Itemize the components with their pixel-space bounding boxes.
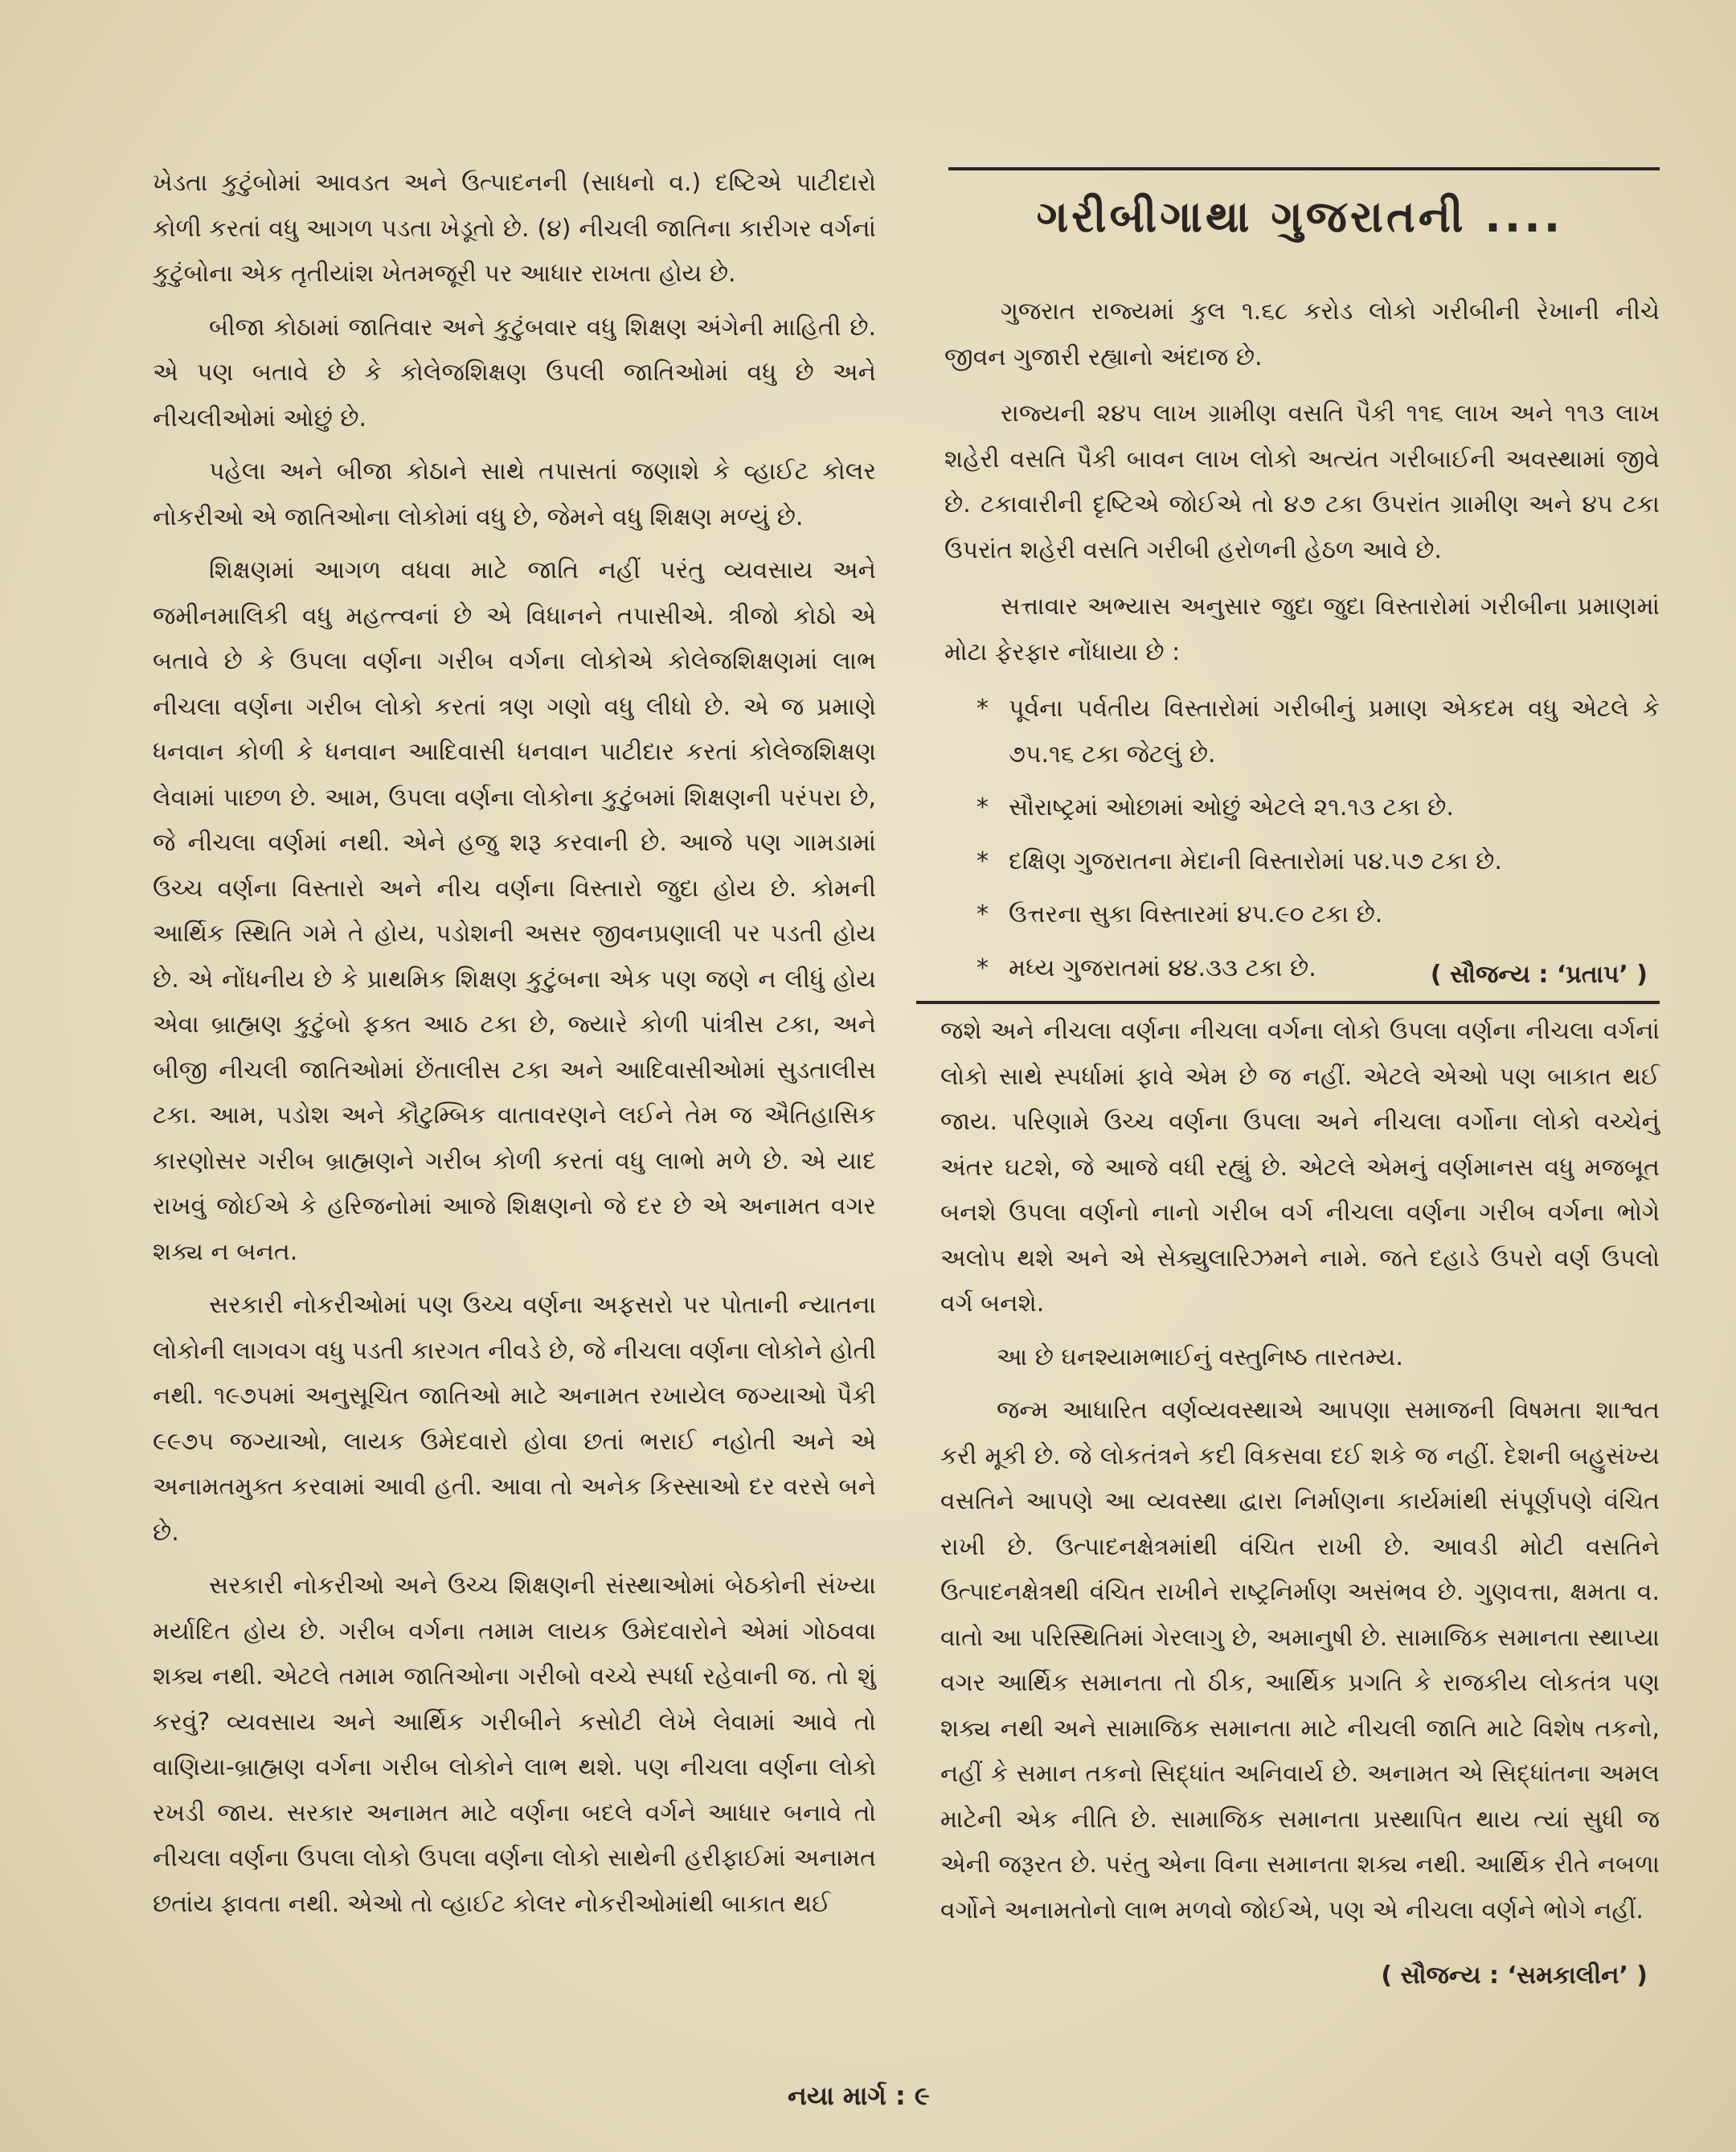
bullet-text: મધ્ય ગુજરાતમાં ૪૪.૩૩ ટકા છે. (1009, 953, 1316, 982)
asterisk-bullet: * (976, 846, 989, 875)
box-body (944, 289, 1660, 999)
box-bottom-rule (916, 1001, 1660, 1004)
asterisk-bullet: * (976, 953, 989, 982)
list-item (976, 839, 1660, 885)
poverty-bullet-list (944, 687, 1660, 991)
bullet-text: સૌરાષ્ટ્રમાં ઓછામાં ઓછું એટલે ૨૧.૧૩ ટકા છે. (1009, 793, 1454, 822)
list-item (976, 687, 1660, 777)
article-paragraph: આ છે ઘનશ્યામભાઈનું વસ્તુનિષ્ઠ તારતમ્ય. (997, 1342, 1403, 1371)
bullet-text: દક્ષિણ ગુજરાતના મેદાની વિસ્તારોમાં ૫૪.૫૭ ટકા છે. (1009, 846, 1502, 875)
page-footer: નયા માર્ગ : ૯ (788, 2080, 930, 2111)
article-credit: ( સૌજન્ય : ‘સમકાલીન’ ) (1381, 1961, 1648, 1990)
article-paragraph: પહેલા અને બીજા કોઠાને સાથે તપાસતાં જણાશે કે વ્હાઈટ કોલર નોકરીઓ એ જાતિઓના લોકોમાં વધુ છે, જેમને વધુ શિક્ષણ મળ્યું છે. (153, 457, 876, 531)
left-article-column (153, 161, 876, 1935)
box-paragraph: સત્તાવાર અભ્યાસ અનુસાર જુદા જુદા વિસ્તારોમાં ગરીબીના પ્રમાણમાં મોટા ફેરફાર નોંધાયા છે : (944, 592, 1660, 666)
article-paragraph: સરકારી નોકરીઓમાં પણ ઉચ્ચ વર્ણના અફસરો પર પોતાની ન્યાતના લોકોની લાગવગ વધુ પડતી કારગત નીવડે છે, જે નીચલા વર્ણના લોકોને હોતી નથી. ૧૯૭૫માં અનુસૂચિત જાતિઓ માટે અનામત રખાયેલ જગ્યાઓ પૈકી ૯૯૭૫ જગ્યાઓ, લાયક ઉમેદવારો હોવા છતાં ભરાઈ નહોતી અને એ અનામતમુક્ત કરવામાં આવી હતી. આવા તો અનેક કિસ્સાઓ દર વરસે બને છે. (153, 1291, 876, 1547)
asterisk-bullet: * (976, 793, 989, 822)
article-paragraph: જશે અને નીચલા વર્ણના નીચલા વર્ગના લોકો ઉપલા વર્ણના નીચલા વર્ગનાં લોકો સાથે સ્પર્ધામાં ફાવે એમ છે જ નહીં. એટલે એઓ પણ બાકાત થઈ જાય. પરિણામે ઉચ્ચ વર્ણના ઉપલા અને નીચલા વર્ગોના લોકો વચ્ચેનું અંતર ઘટશે, જે આજે વધી રહ્યું છે. એટલે એમનું વર્ણમાનસ વધુ મજબૂત બનશે ઉપલા વર્ણનો નાનો ગરીબ વર્ગ નીચલા વર્ણના ગરીબ વર્ગના ભોગે અલોપ થશે અને એ સેક્યુલારિઝમને નામે. જતે દહાડે ઉપરો વર્ણ ઉપલો વર્ગ બનશે. (940, 1017, 1660, 1318)
asterisk-bullet: * (976, 695, 989, 723)
article-paragraph: ખેડતા કુટુંબોમાં આવડત અને ઉત્પાદનની (સાધનો વ.) દષ્ટિએ પાટીદારો કોળી કરતાં વધુ આગળ પડતા ખેડૂતો છે. (૪) નીચલી જાતિના કારીગર વર્ગનાં કુટુંબોના એક તૃતીયાંશ ખેતમજૂરી પર આધાર રાખતા હોય છે. (153, 169, 876, 288)
box-credit: ( સૌજન્ય : ‘પ્રતાપ’ ) (1430, 961, 1648, 989)
list-item (976, 892, 1660, 938)
article-paragraph: જન્મ આધારિત વર્ણવ્યવસ્થાએ આપણા સમાજની વિષમતા શાશ્વત કરી મૂકી છે. જે લોકતંત્રને કદી વિકસવા દઈ શકે જ નહીં. દેશની બહુસંખ્ય વસતિને આપણે આ વ્યવસ્થા દ્વારા નિર્માણના કાર્યમાંથી સંપૂર્ણપણે વંચિત રાખી છે. ઉત્પાદનક્ષેત્રમાંથી વંચિત રાખી છે. આવડી મોટી વસતિને ઉત્પાદનક્ષેત્રથી વંચિત રાખીને રાષ્ટ્રનિર્માણ અસંભવ છે. ગુણવત્તા, ક્ષમતા વ. વાતો આ પરિસ્થિતિમાં ગેરલાગુ છે, અમાનુષી છે. સામાજિક સમાનતા સ્થાપ્યા વગર આર્થિક સમાનતા તો ઠીક, આર્થિક પ્રગતિ કે રાજકીય લોકતંત્ર પણ શક્ય નથી અને સામાજિક સમાનતા માટે નીચલી જાતિ માટે વિશેષ તકનો, નહીં કે સમાન તકનો સિદ્ધાંત અનિવાર્ય છે. અનામત એ સિદ્ધાંતના અમલ માટેની એક નીતિ છે. સામાજિક સમાનતા પ્રસ્થાપિત થાય ત્યાં સુધી જ એની જરૂરત છે. પરંતુ એના વિના સમાનતા શક્ય નથી. આર્થિક રીતે નબળા વર્ગોને અનામતોનો લાભ મળવો જોઈએ, પણ એ નીચલા વર્ણને ભોગે નહીં. (940, 1396, 1660, 1925)
article-paragraph: સરકારી નોકરીઓ અને ઉચ્ચ શિક્ષણની સંસ્થાઓમાં બેઠકોની સંખ્યા મર્યાદિત હોય છે. ગરીબ વર્ગના તમામ લાયક ઉમેદવારોને એમાં ગોઠવવા શક્ય નથી. એટલે તમામ જાતિઓના ગરીબો વચ્ચે સ્પર્ધા રહેવાની જ. તો શું કરવું? વ્યવસાય અને આર્થિક ગરીબીને કસોટી લેખે લેવામાં આવે તો વાણિયા-બ્રાહ્મણ વર્ગના ગરીબ લોકોને લાભ થશે. પણ નીચલા વર્ણના લોકો રખડી જાય. સરકાર અનામત માટે વર્ણના બદલે વર્ગને આધાર બનાવે તો નીચલા વર્ણના ઉપલા લોકો ઉપલા વર્ણના લોકો સાથેની હરીફાઈમાં અનામત છતાંય ફાવતા નથી. એઓ તો વ્હાઈટ કોલર નોકરીઓમાંથી બાકાત થઈ (153, 1572, 876, 1918)
bullet-text: ઉત્તરના સુકા વિસ્તારમાં ૪૫.૯૦ ટકા છે. (1009, 900, 1383, 928)
box-title: ગરીબીગાથા ગુજરાતની .... (1036, 191, 1564, 242)
article-paragraph: શિક્ષણમાં આગળ વધવા માટે જાતિ નહીં પરંતુ વ્યવસાય અને જમીનમાલિકી વધુ મહત્ત્વનાં છે એ વિધાનને તપાસીએ. ત્રીજો કોઠો એ બતાવે છે કે ઉપલા વર્ણના ગરીબ વર્ગના લોકોએ કોલેજશિક્ષણમાં લાભ નીચલા વર્ણના ગરીબ લોકો કરતાં ત્રણ ગણો વધુ લીધો છે. એ જ પ્રમાણે ધનવાન કોળી કે ધનવાન આદિવાસી ધનવાન પાટીદાર કરતાં કોલેજશિક્ષણ લેવામાં પાછળ છે. આમ, ઉપલા વર્ણના લોકોના કુટુંબમાં શિક્ષણની પરંપરા છે, જે નીચલા વર્ણમાં નથી. એને હજુ શરૂ કરવાની છે. આજે પણ ગામડામાં ઉચ્ચ વર્ણના વિસ્તારો અને નીચ વર્ણના વિસ્તારો જુદા હોય છે. કોમની આર્થિક સ્થિતિ ગમે તે હોય, પડોશની અસર જીવનપ્રણાલી પર પડતી હોય છે. એ નોંધનીય છે કે પ્રાથમિક શિક્ષણ કુટુંબના એક પણ જણે ન લીધું હોય એવા બ્રાહ્મણ કુટુંબો ફક્ત આઠ ટકા છે, જ્યારે કોળી પાંત્રીસ ટકા, અને બીજી નીચલી જાતિઓમાં છેંતાલીસ ટકા અને આદિવાસીઓમાં સુડતાલીસ ટકા. આમ, પડોશ અને કૌટુમ્બિક વાતાવરણને લઈને તેમ જ ઐતિહાસિક કારણોસર ગરીબ બ્રાહ્મણને ગરીબ કોળી કરતાં વધુ લાભો મળે છે. એ યાદ રાખવું જોઈએ કે હરિજનોમાં આજે શિક્ષણનો જે દર છે એ અનામત વગર શક્ય ન બનત. (153, 556, 876, 1266)
box-paragraph: ગુજરાત રાજ્યમાં કુલ ૧.૬૮ કરોડ લોકો ગરીબીની રેખાની નીચે જીવન ગુજારી રહ્યાનો અંદાજ છે. (944, 297, 1660, 371)
asterisk-bullet: * (976, 900, 989, 928)
right-article-column (940, 1009, 1660, 1941)
list-item (976, 785, 1660, 831)
article-paragraph: બીજા કોઠામાં જાતિવાર અને કુટુંબવાર વધુ શિક્ષણ અંગેની માહિતી છે. એ પણ બતાવે છે કે કોલેજશિક્ષણ ઉપલી જાતિઓમાં વધુ છે અને નીચલીઓમાં ઓછું છે. (153, 313, 876, 432)
bullet-text: પૂર્વના પર્વતીય વિસ્તારોમાં ગરીબીનું પ્રમાણ એકદમ વધુ એટલે કે ૭૫.૧૬ ટકા જેટલું છે. (1009, 695, 1660, 769)
box-paragraph: રાજ્યની ૨૪૫ લાખ ગ્રામીણ વસતિ પૈકી ૧૧૬ લાખ અને ૧૧૩ લાખ શહેરી વસતિ પૈકી બાવન લાખ લોકો અત્યંત ગરીબાઈની અવસ્થામાં જીવે છે. ટકાવારીની દૃષ્ટિએ જોઈએ તો ૪૭ ટકા ઉપરાંત ગ્રામીણ અને ૪૫ ટકા ઉપરાંત શહેરી વસતિ ગરીબી હરોળની હેઠળ આવે છે. (944, 400, 1660, 564)
